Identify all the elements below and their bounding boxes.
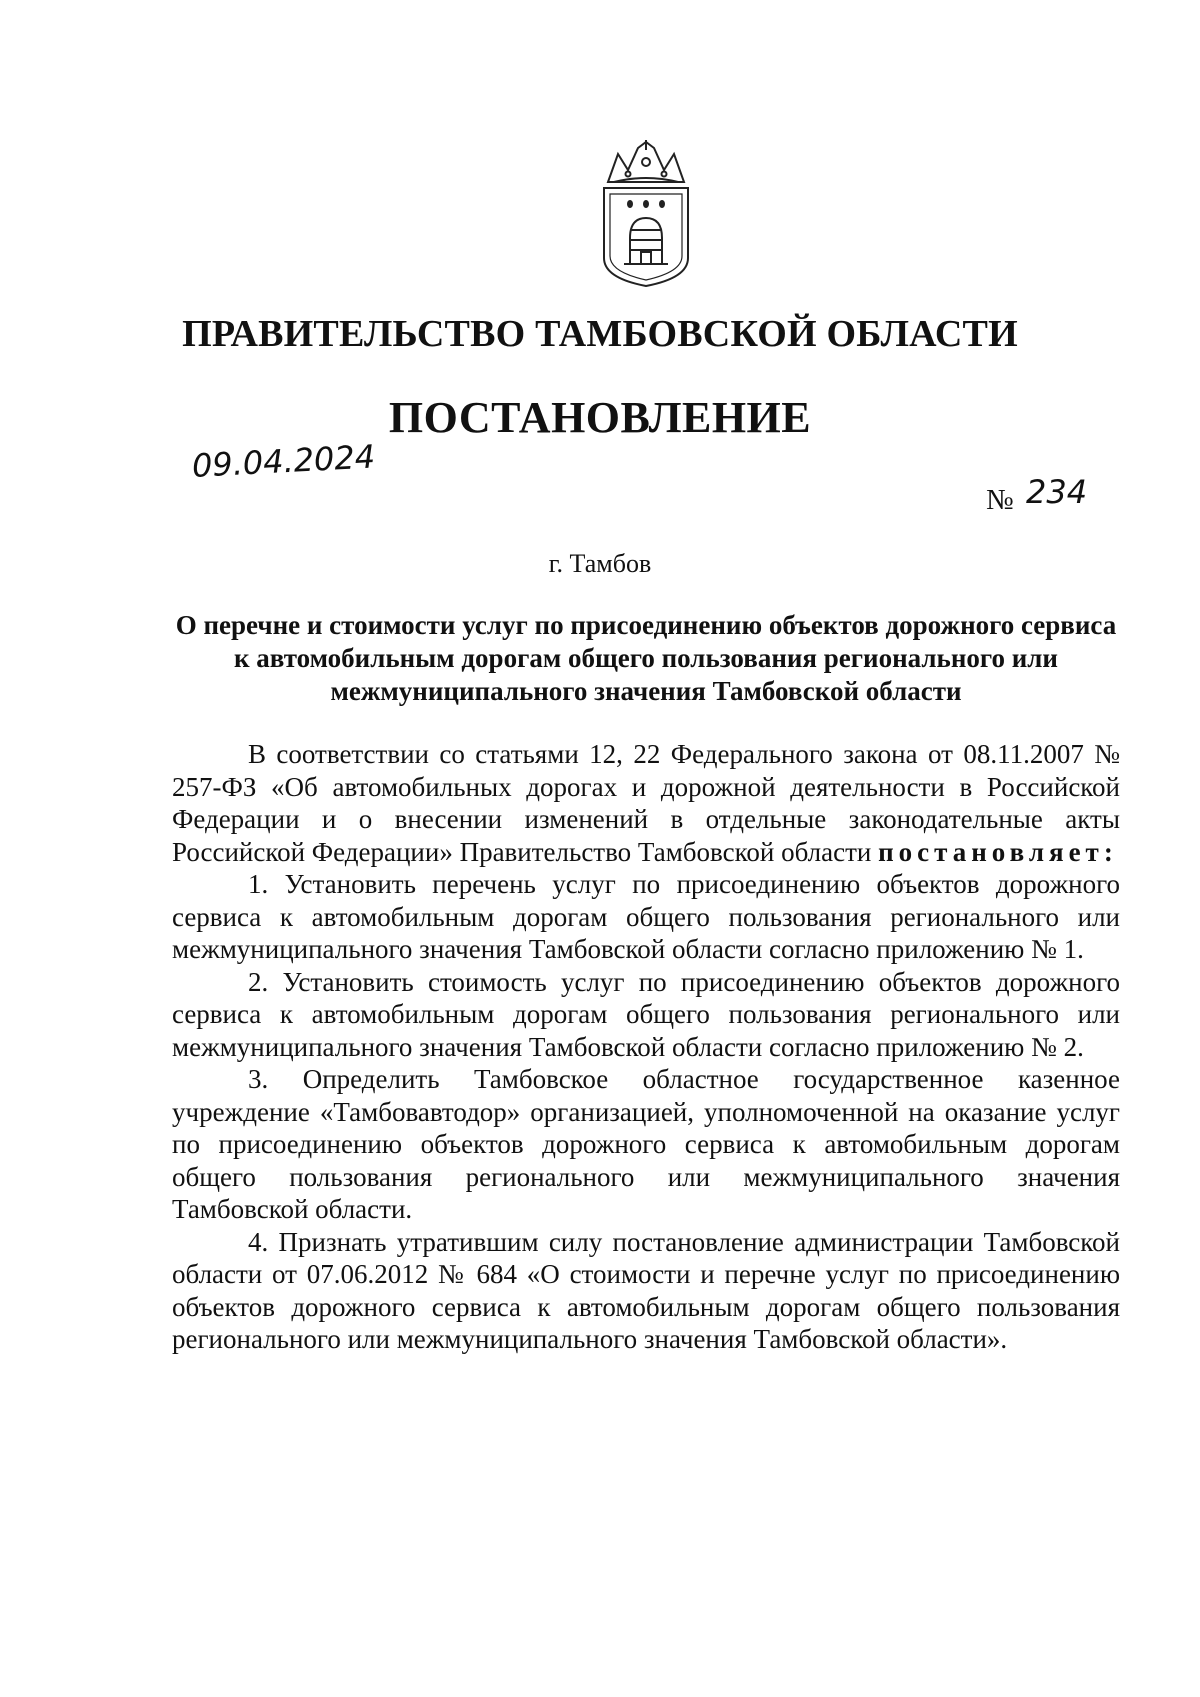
coat-of-arms-icon: [596, 140, 697, 288]
item-paragraph: 3. Определить Тамбовское областное государственное казенное учреждение «Тамбовавтодор» организацией, уполномоченной на оказание услуг по присоединению объектов дорожного сервиса к автомобильным дорогам общего пользования регионального или межмуниципального значения Тамбовской области.: [172, 1064, 1120, 1224]
preamble-paragraph: [172, 738, 1120, 868]
document-number: 234: [1026, 473, 1088, 511]
document-body: [172, 738, 1120, 1356]
document-type: ПОСТАНОВЛЕНИЕ: [388, 393, 812, 442]
item-paragraph: 2. Установить стоимость услуг по присоединению объектов дорожного сервиса к автомобильным дорогам общего пользования регионального или межмуниципального значения Тамбовской области согласно приложению № 2.: [172, 966, 1120, 1062]
document-title: О перечне и стоимости услуг по присоединению объектов дорожного сервиса к автомобильным дорогам общего пользования регионального или межмуниципального значения Тамбовской области: [175, 610, 1117, 706]
item-paragraph: 1. Установить перечень услуг по присоединению объектов дорожного сервиса к автомобильным дорогам общего пользования регионального или межмуниципального значения Тамбовской области согласно приложению № 1.: [172, 869, 1120, 964]
resolves-word: постановляет:: [878, 836, 1118, 867]
document-date: 09.04.2024: [191, 437, 376, 485]
document-number-label: №: [986, 484, 1014, 516]
item-paragraph: 4. Признать утратившим силу постановление администрации Тамбовской области от 07.06.2012 № 684 «О стоимости и перечне услуг по присоединению объектов дорожного сервиса к автомобильным дорогам общего пользования регионального или межмуниципального значения Тамбовской области».: [172, 1226, 1120, 1354]
organization-name: ПРАВИТЕЛЬСТВО ТАМБОВСКОЙ ОБЛАСТИ: [182, 313, 1018, 355]
preamble-text: В соответствии со статьями 12, 22 Федерального закона от 08.11.2007 № 257-ФЗ «Об автомобильных дорогах и дорожной деятельности в Российской Федерации и о внесении изменений в отдельные законодательные акты Российской Федерации» Правительство Тамбовской области: [172, 739, 1120, 867]
city: г. Тамбов: [548, 549, 652, 578]
